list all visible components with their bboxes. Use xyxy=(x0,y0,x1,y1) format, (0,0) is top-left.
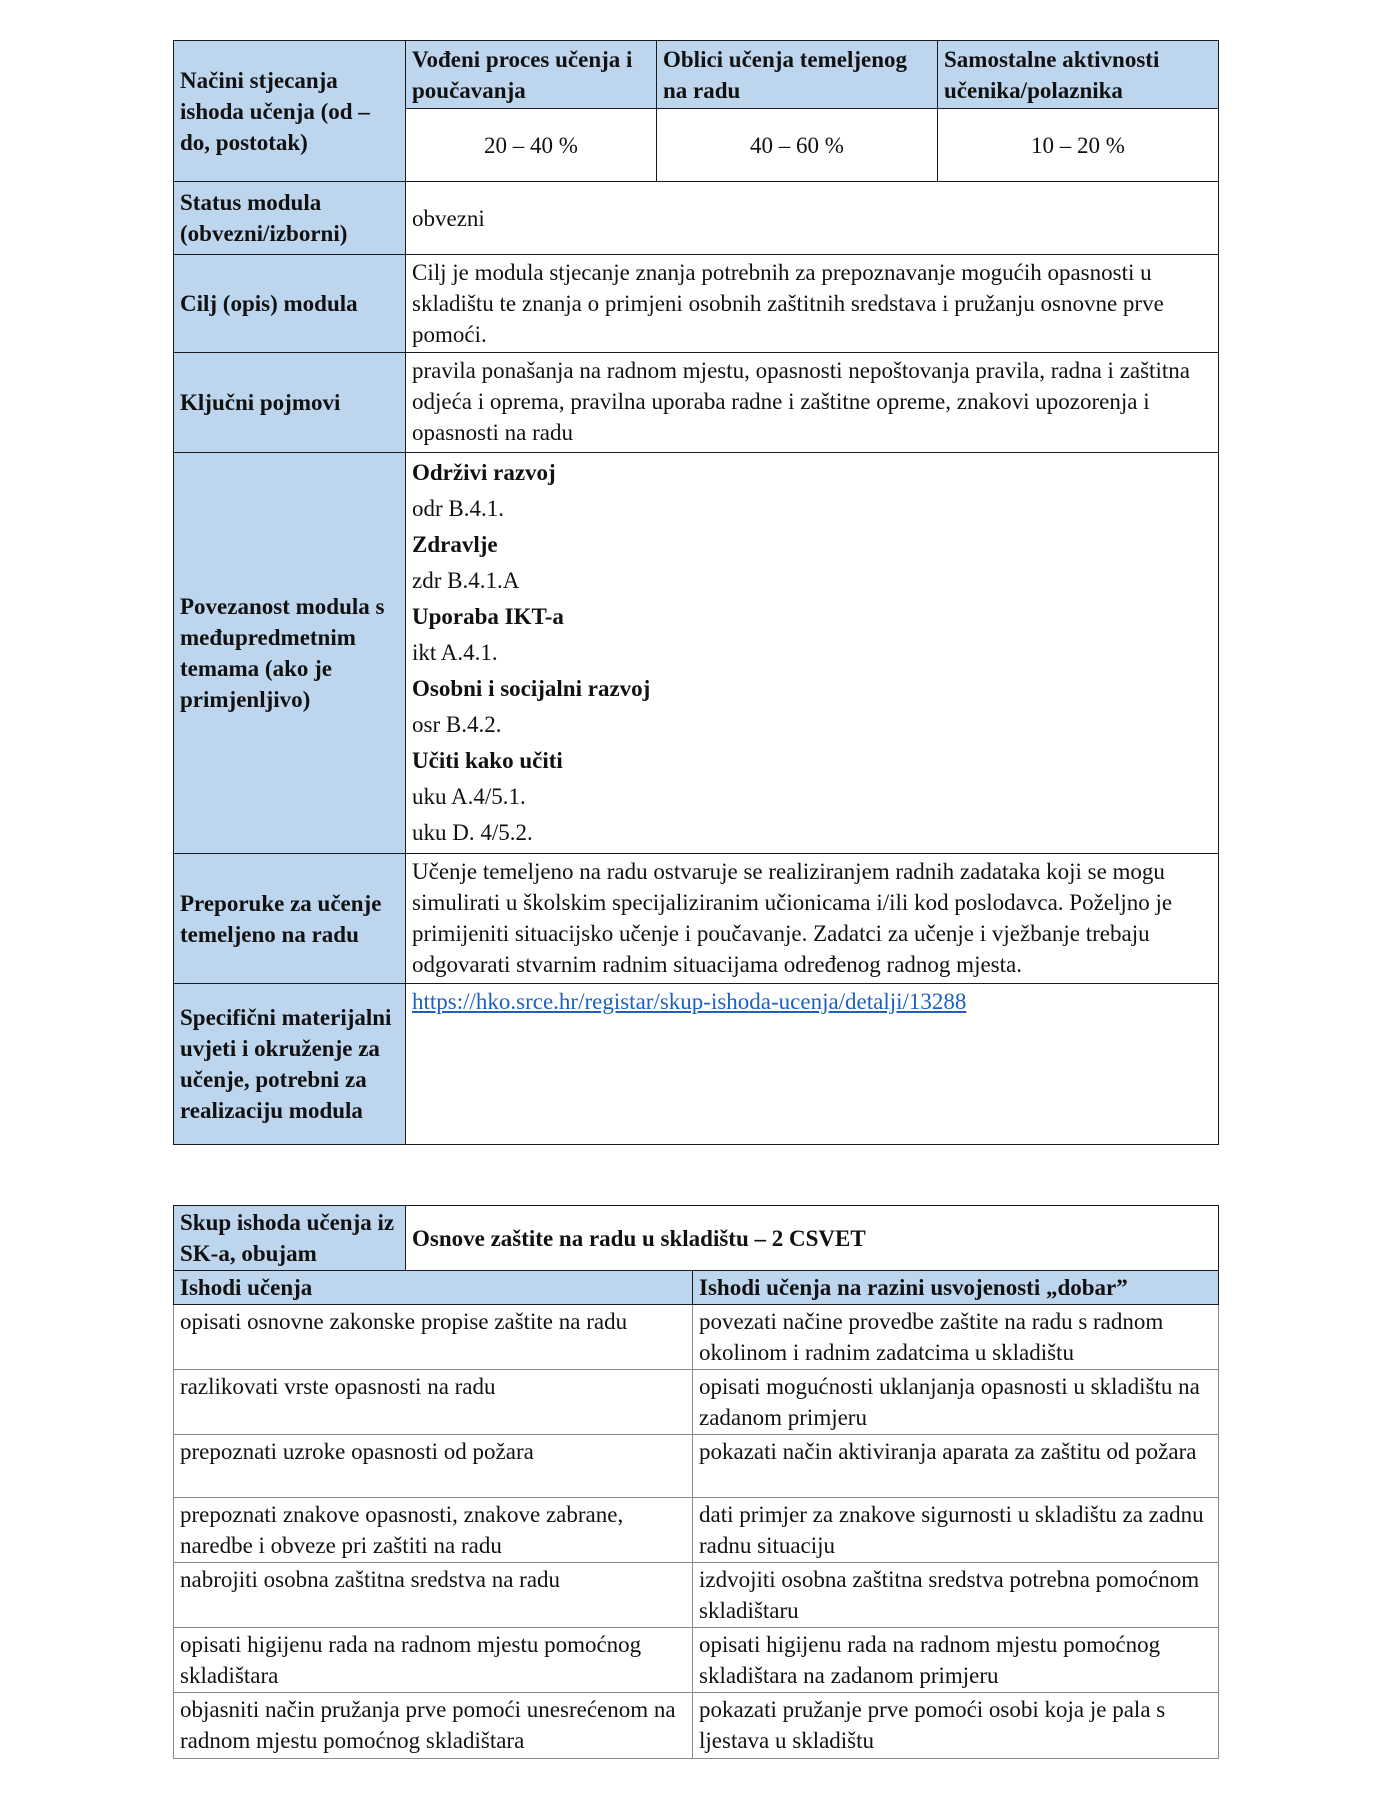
goal-label: Cilj (opis) modula xyxy=(174,255,406,353)
topic-title: Uporaba IKT-a xyxy=(412,604,564,629)
col-header-outcomes: Ishodi učenja xyxy=(174,1271,693,1305)
status-label: Status modula (obvezni/izborni) xyxy=(174,182,406,255)
topic-code: uku A.4/5.1. xyxy=(412,784,526,809)
set-value: Osnove zaštite na radu u skladištu – 2 CSVET xyxy=(406,1206,1219,1271)
goal-value: Cilj je modula stjecanje znanja potrebnih za prepoznavanje mogućih opasnosti u skladištu te znanja o primjeni osobnih zaštitnih sredstava i pružanju osnovne prve pomoći. xyxy=(406,255,1219,353)
cross-curricular-topics xyxy=(406,453,1219,854)
status-value: obvezni xyxy=(406,182,1219,255)
outcome-row xyxy=(174,1370,1219,1435)
topic-title: Zdravlje xyxy=(412,532,498,557)
topic-code: osr B.4.2. xyxy=(412,712,502,737)
topic-code: zdr B.4.1.A xyxy=(412,568,520,593)
col-header-good: Ishodi učenja na razini usvojenosti „dobar” xyxy=(693,1271,1219,1305)
outcome-text: opisati osnovne zakonske propise zaštite na radu xyxy=(174,1305,693,1370)
outcome-text: objasniti način pružanja prve pomoći unesrećenom na radnom mjestu pomoćnog skladištara xyxy=(174,1693,693,1759)
outcome-text: opisati higijenu rada na radnom mjestu pomoćnog skladištara xyxy=(174,1628,693,1693)
outcome-row xyxy=(174,1305,1219,1370)
key-terms-value: pravila ponašanja na radnom mjestu, opasnosti nepoštovanja pravila, radna i zaštitna odjeća i oprema, pravilna uporaba radne i zaštitne opreme, znakovi upozorenja i opasnosti na radu xyxy=(406,353,1219,453)
cross-curricular-label: Povezanost modula s međupredmetnim temama (ako je primjenljivo) xyxy=(174,453,406,854)
acquisition-value-guided: 20 – 40 % xyxy=(406,109,657,182)
module-table xyxy=(173,40,1219,1145)
acquisition-label: Načini stjecanja ishoda učenja (od – do, postotak) xyxy=(174,41,406,182)
outcome-good: izdvojiti osobna zaštitna sredstva potrebna pomoćnom skladištaru xyxy=(693,1563,1219,1628)
outcome-row xyxy=(174,1435,1219,1498)
acquisition-header-workbased: Oblici učenja temeljenog na radu xyxy=(657,41,938,109)
outcome-row xyxy=(174,1563,1219,1628)
acquisition-header-guided: Vođeni proces učenja i poučavanja xyxy=(406,41,657,109)
topic-code: uku D. 4/5.2. xyxy=(412,820,533,845)
outcome-text: nabrojiti osobna zaštitna sredstva na radu xyxy=(174,1563,693,1628)
topic-title: Učiti kako učiti xyxy=(412,748,563,773)
outcome-good: opisati mogućnosti uklanjanja opasnosti u skladištu na zadanom primjeru xyxy=(693,1370,1219,1435)
outcome-row xyxy=(174,1693,1219,1759)
outcome-text: razlikovati vrste opasnosti na radu xyxy=(174,1370,693,1435)
outcome-good: dati primjer za znakove sigurnosti u skladištu za zadnu radnu situaciju xyxy=(693,1498,1219,1563)
work-based-value: Učenje temeljeno na radu ostvaruje se realiziranjem radnih zadataka koji se mogu simulirati u školskim specijaliziranim učionicama i/ili kod poslodavca. Poželjno je primijeniti situacijsko učenje i poučavanje. Zadatci za učenje i vježbanje trebaju odgovarati stvarnim radnim situacijama određenog radnog mjesta. xyxy=(406,854,1219,984)
materials-label: Specifični materijalni uvjeti i okruženje za učenje, potrebni za realizaciju modula xyxy=(174,984,406,1145)
outcome-good: povezati načine provedbe zaštite na radu s radnom okolinom i radnim zadatcima u skladištu xyxy=(693,1305,1219,1370)
topic-code: ikt A.4.1. xyxy=(412,640,498,665)
acquisition-value-independent: 10 – 20 % xyxy=(938,109,1219,182)
acquisition-header-independent: Samostalne aktivnosti učenika/polaznika xyxy=(938,41,1219,109)
topic-code: odr B.4.1. xyxy=(412,496,504,521)
topic-title: Održivi razvoj xyxy=(412,460,556,485)
acquisition-value-workbased: 40 – 60 % xyxy=(657,109,938,182)
set-label: Skup ishoda učenja iz SK-a, obujam xyxy=(174,1206,406,1271)
outcome-row xyxy=(174,1498,1219,1563)
outcome-row xyxy=(174,1628,1219,1693)
outcome-good: pokazati pružanje prve pomoći osobi koja je pala s ljestava u skladištu xyxy=(693,1693,1219,1759)
outcome-good: opisati higijenu rada na radnom mjestu pomoćnog skladištara na zadanom primjeru xyxy=(693,1628,1219,1693)
topic-title: Osobni i socijalni razvoj xyxy=(412,676,651,701)
outcome-text: prepoznati uzroke opasnosti od požara xyxy=(174,1435,693,1498)
outcomes-table xyxy=(173,1205,1219,1759)
outcome-good: pokazati način aktiviranja aparata za zaštitu od požara xyxy=(693,1435,1219,1498)
materials-cell xyxy=(406,984,1219,1145)
key-terms-label: Ključni pojmovi xyxy=(174,353,406,453)
materials-link[interactable]: https://hko.srce.hr/registar/skup-ishoda-ucenja/detalji/13288 xyxy=(412,989,967,1014)
work-based-label: Preporuke za učenje temeljeno na radu xyxy=(174,854,406,984)
outcome-text: prepoznati znakove opasnosti, znakove zabrane, naredbe i obveze pri zaštiti na radu xyxy=(174,1498,693,1563)
